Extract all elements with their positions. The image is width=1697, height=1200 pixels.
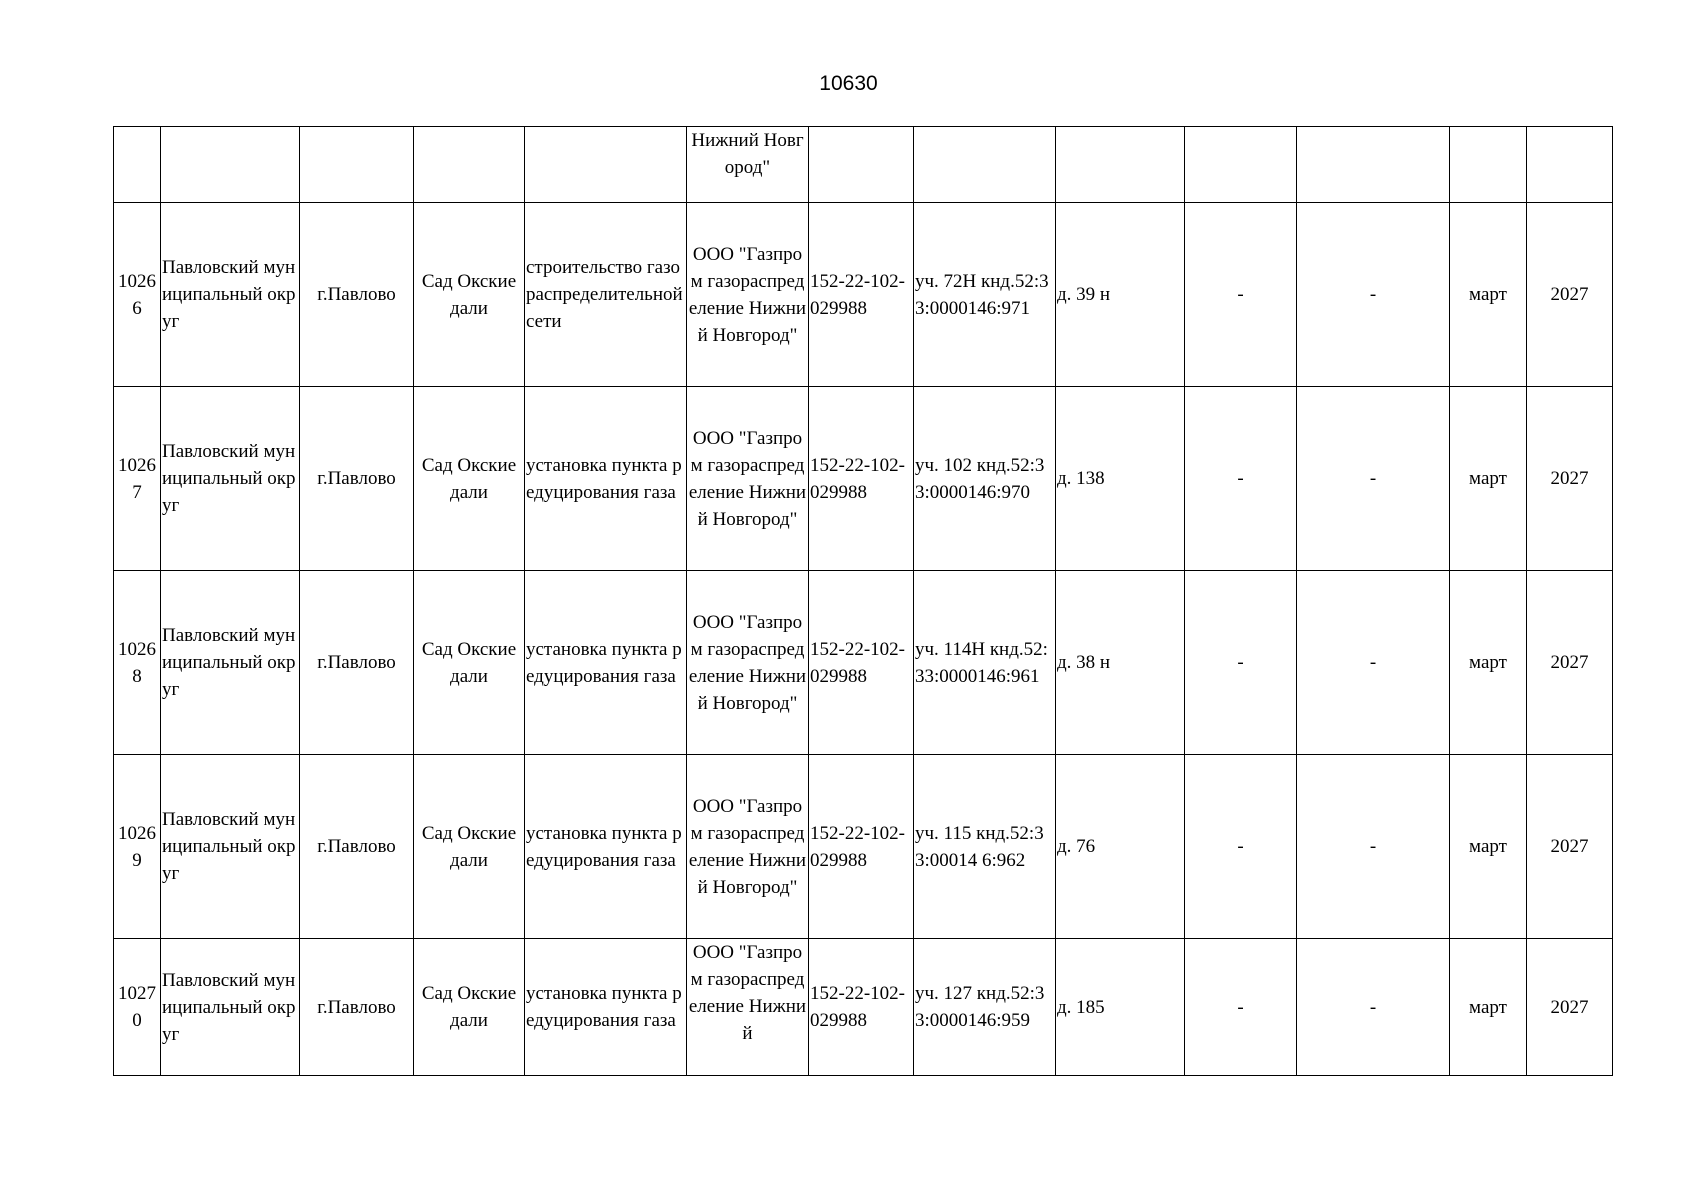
cell-license: 152-22-102-029988 (809, 939, 914, 1076)
cell-work: установка пункта редуцирования газа (525, 387, 687, 571)
cell-organization: ООО "Газпром газораспределение Нижний Новгород" (687, 387, 809, 571)
cell-city: г.Павлово (300, 755, 414, 939)
table-row (114, 939, 1613, 1076)
cell-city: г.Павлово (300, 387, 414, 571)
cell-work: установка пункта редуцирования газа (525, 571, 687, 755)
cell-house (1056, 127, 1185, 203)
cell-license: 152-22-102-029988 (809, 387, 914, 571)
cell-plot (914, 127, 1056, 203)
cell-col10: - (1185, 387, 1297, 571)
cell-location: Сад Окские дали (414, 939, 525, 1076)
cell-city (300, 127, 414, 203)
cell-month (1450, 127, 1527, 203)
cell-house: д. 185 (1056, 939, 1185, 1076)
cell-organization: ООО "Газпром газораспределение Нижний (687, 939, 809, 1076)
cell-district: Павловский муниципальный округ (161, 203, 300, 387)
cell-district: Павловский муниципальный округ (161, 571, 300, 755)
cell-plot: уч. 127 кнд.52:33:0000146:959 (914, 939, 1056, 1076)
cell-district: Павловский муниципальный округ (161, 939, 300, 1076)
cell-year: 2027 (1527, 387, 1613, 571)
cell-month: март (1450, 939, 1527, 1076)
cell-license: 152-22-102-029988 (809, 571, 914, 755)
cell-month: март (1450, 755, 1527, 939)
cell-license: 152-22-102-029988 (809, 203, 914, 387)
cell-month: март (1450, 203, 1527, 387)
cell-col11: - (1297, 571, 1450, 755)
cell-district: Павловский муниципальный округ (161, 387, 300, 571)
cell-month: март (1450, 571, 1527, 755)
cell-year: 2027 (1527, 203, 1613, 387)
cell-city: г.Павлово (300, 939, 414, 1076)
cell-organization: ООО "Газпром газораспределение Нижний Новгород" (687, 203, 809, 387)
cell-year: 2027 (1527, 939, 1613, 1076)
cell-col10: - (1185, 571, 1297, 755)
continuation-row (114, 127, 1613, 203)
cell-city: г.Павлово (300, 203, 414, 387)
cell-house: д. 76 (1056, 755, 1185, 939)
table-row (114, 571, 1613, 755)
table-row (114, 755, 1613, 939)
cell-plot: уч. 115 кнд.52:33:00014 6:962 (914, 755, 1056, 939)
cell-number: 10266 (114, 203, 161, 387)
cell-number: 10269 (114, 755, 161, 939)
cell-license (809, 127, 914, 203)
registry-table (113, 126, 1613, 1076)
cell-work (525, 127, 687, 203)
cell-plot: уч. 114Н кнд.52:33:0000146:961 (914, 571, 1056, 755)
cell-year: 2027 (1527, 571, 1613, 755)
cell-col11: - (1297, 203, 1450, 387)
cell-location (414, 127, 525, 203)
cell-col10: - (1185, 203, 1297, 387)
cell-city: г.Павлово (300, 571, 414, 755)
cell-number: 10267 (114, 387, 161, 571)
cell-district: Павловский муниципальный округ (161, 755, 300, 939)
cell-plot: уч. 72Н кнд.52:33:0000146:971 (914, 203, 1056, 387)
table-row (114, 203, 1613, 387)
cell-col11: - (1297, 755, 1450, 939)
cell-location: Сад Окские дали (414, 571, 525, 755)
cell-location: Сад Окские дали (414, 387, 525, 571)
cell-month: март (1450, 387, 1527, 571)
cell-number: 10268 (114, 571, 161, 755)
cell-number (114, 127, 161, 203)
cell-location: Сад Окские дали (414, 203, 525, 387)
cell-col11: - (1297, 939, 1450, 1076)
cell-plot: уч. 102 кнд.52:33:0000146:970 (914, 387, 1056, 571)
cell-col11 (1297, 127, 1450, 203)
cell-col10 (1185, 127, 1297, 203)
cell-license: 152-22-102-029988 (809, 755, 914, 939)
table-row (114, 387, 1613, 571)
cell-house: д. 38 н (1056, 571, 1185, 755)
cell-number: 10270 (114, 939, 161, 1076)
cell-organization: Нижний Новгород" (687, 127, 809, 203)
cell-col11: - (1297, 387, 1450, 571)
cell-work: строительство газораспределительной сети (525, 203, 687, 387)
cell-year: 2027 (1527, 755, 1613, 939)
cell-organization: ООО "Газпром газораспределение Нижний Новгород" (687, 755, 809, 939)
cell-work: установка пункта редуцирования газа (525, 755, 687, 939)
cell-location: Сад Окские дали (414, 755, 525, 939)
cell-work: установка пункта редуцирования газа (525, 939, 687, 1076)
cell-year (1527, 127, 1613, 203)
cell-col10: - (1185, 755, 1297, 939)
cell-house: д. 138 (1056, 387, 1185, 571)
cell-district (161, 127, 300, 203)
cell-house: д. 39 н (1056, 203, 1185, 387)
cell-organization: ООО "Газпром газораспределение Нижний Новгород" (687, 571, 809, 755)
cell-col10: - (1185, 939, 1297, 1076)
page-number: 10630 (819, 72, 878, 95)
